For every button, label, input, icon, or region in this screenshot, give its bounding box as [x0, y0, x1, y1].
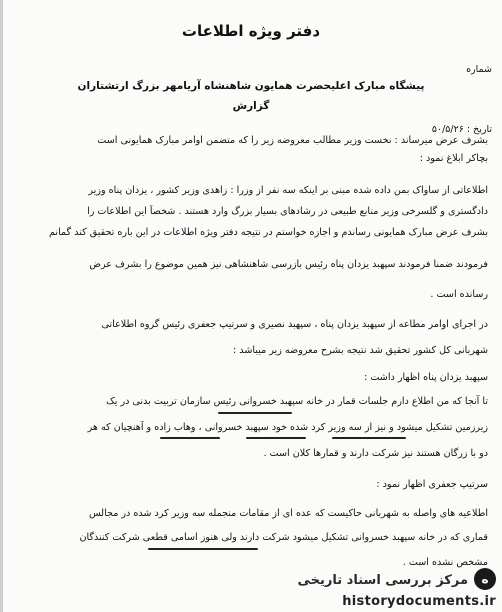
number-label: شماره: [466, 64, 492, 75]
body-line: سرتیپ جعفری اظهار نمود :: [376, 479, 488, 490]
date-value: ۵۰/۵/۲۶: [431, 124, 464, 135]
body-line: فرمودند ضمنا فرمودند سپهبد یزدان پناه رئیس بازرسی شاهنشاهی نیز همین موضوع را بشرف عرض: [89, 259, 488, 270]
handwritten-underline: [218, 412, 292, 414]
body-line: مشخص نشده است .: [402, 557, 488, 568]
handwritten-underline: [160, 437, 220, 439]
handwritten-underline: [332, 437, 406, 439]
body-line: بشرف عرض مبارک همایونی رساندم و اجازه خواستم در نتیجه دفتر ویژه اطلاعات در این باره تحقیق کند گمانم: [49, 227, 488, 238]
watermark-url: historydocuments.ir: [342, 594, 496, 609]
body-line: سپهبد یزدان پناه اظهار داشت :: [364, 372, 488, 383]
body-line: اطلاعاتی از ساواک بمن داده شده مبنی بر اینکه سه نفر از وزرا : زاهدی وزیر کشور ، یزدان پناه وزیر: [88, 185, 488, 196]
body-line: قماری که در خانه سپهبد خسروانی تشکیل میشود شرکت دارند ولی هنوز اسامی قطعی شرکت کنندگان: [79, 532, 488, 543]
watermark-archive-name: مرکز بررسی اسناد تاریخی: [297, 573, 468, 588]
body-line: در اجرای اوامر مطاعه از سپهبد یزدان پناه ، سپهبد نصیری و سرتیپ جعفری رئیس گروه اطلاعاتی: [101, 319, 488, 330]
archive-logo-icon: ه: [474, 568, 496, 590]
body-line: بشرف عرض میرساند : نخست وزیر مطالب معروضه زیر را که متضمن اوامر مبارک همایونی است: [97, 135, 488, 146]
number-field: [466, 64, 492, 75]
body-line: دادگستری و گلسرخی وزیر منابع طبیعی در رشادهای بسیار بزرگ وارد هستند . شخصاً این اطلاعات را: [87, 206, 488, 217]
handwritten-underline: [148, 548, 258, 550]
body-line: رسانده است .: [430, 289, 488, 300]
body-line: دو با زرگان هستند نیز شرکت دارند و قمارها کلان است .: [263, 448, 488, 459]
date-label: تاریخ: [473, 124, 492, 135]
document-title: دفتر ویژه اطلاعات: [181, 22, 321, 40]
date-field: تاریخ : ۵۰/۵/۲۶: [431, 124, 492, 135]
body-line: اطلاعیه های واصله به شهربانی حاکیست که عده ای از مقامات منجمله سه وزیر کرد شده در مجالس: [88, 508, 488, 519]
body-line: بچاکر ابلاغ نمود :: [419, 153, 488, 164]
handwritten-underline: [246, 437, 306, 439]
addressee-line: پیشگاه مبارک اعلیحضرت همایون شاهنشاه آریامهر بزرگ ارتشتاران: [77, 80, 425, 92]
body-line: شهربانی کل کشور تحقیق شد نتیجه بشرح معروضه زیر میباشد :: [233, 345, 488, 356]
body-line: تا آنجا که من اطلاع دارم جلسات قمار در خانه سپهبد خسروانی رئیس سازمان تربیت بدنی در یک: [106, 396, 488, 407]
report-heading: گزارش: [232, 100, 270, 112]
body-line: زیرزمین تشکیل میشود و نیز از سه وزیر کرد شده خود سپهبد خسروانی ، وهاب زاده و آهنچیان که هر: [87, 422, 488, 433]
